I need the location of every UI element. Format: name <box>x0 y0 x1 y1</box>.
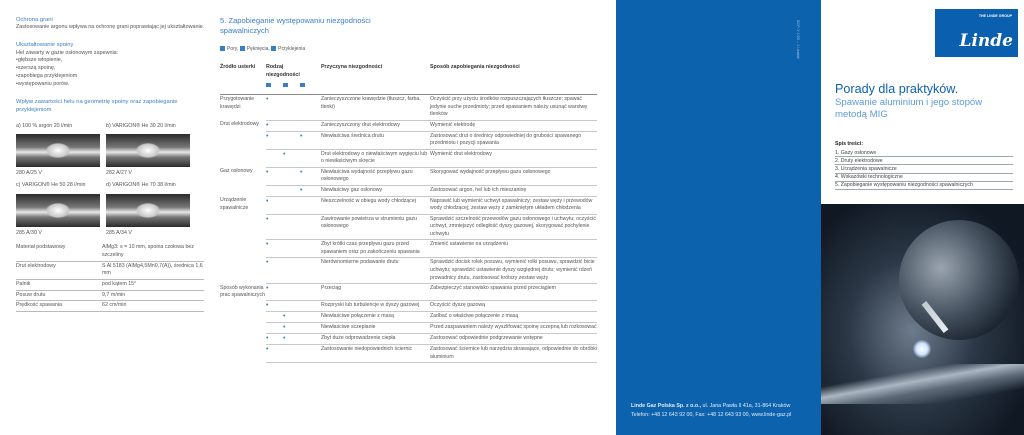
defect-source-cell <box>220 240 266 258</box>
list-item: • szerszą spoinę, <box>16 65 205 73</box>
table-row <box>220 149 597 167</box>
defect-cause-cell: Zawirowanie powietrza w strumieniu gazu osłonowego <box>317 214 430 240</box>
table-row <box>16 261 204 279</box>
weld-cross-section-image <box>16 194 100 227</box>
company-address: ul. Jana Pawła II 41a, 31-864 Kraków <box>702 403 791 410</box>
defect-type-marker: • <box>266 258 283 284</box>
toc-item[interactable]: 1. Gazy osłonowe <box>835 149 1013 157</box>
table-row <box>220 94 597 120</box>
param-key: Prędkość spawania <box>16 301 102 312</box>
weld-photo-d <box>106 182 194 237</box>
defect-type-marker: • <box>283 323 300 334</box>
defect-source-cell: Gaz osłonowy <box>220 168 253 175</box>
legend-item: Pęknięcia, <box>246 45 270 52</box>
pores-marker-icon <box>220 46 225 51</box>
photo-value: 280 A/25 V <box>16 170 42 177</box>
defect-type-marker <box>300 334 317 345</box>
linde-logo: Linde <box>959 31 1013 51</box>
document-code: BCP-Y 1/20 – 1 Lindab <box>796 20 800 59</box>
defect-type-marker <box>300 120 317 131</box>
defect-cause-cell: Nierównomierne podawanie drutu <box>317 258 430 284</box>
defect-type-marker: • <box>266 284 283 301</box>
defect-type-marker: • <box>266 196 283 214</box>
defect-fix-cell: Wymienić elektrodę <box>430 120 597 131</box>
cover-subtitle: Spawanie aluminium i jego stopów metodą MIG <box>835 97 983 120</box>
table-row <box>220 185 597 196</box>
page-title: 5. Zapobieganie występowaniu niezgodności spawalniczych <box>220 16 371 35</box>
photo-label: c) VARIGON® He 50 28 l/min <box>16 181 86 188</box>
defect-type-marker <box>300 301 317 312</box>
defect-type-marker: • <box>266 94 283 120</box>
section-root-protection <box>16 16 205 32</box>
section-title: Ukształtowanie spoiny <box>16 42 74 49</box>
defect-source-cell <box>220 149 266 167</box>
cover-title: Porady dla praktyków. <box>835 82 959 96</box>
weld-cross-section-image <box>106 194 190 227</box>
defect-type-marker: • <box>266 167 283 185</box>
defect-type-marker: • <box>266 131 283 149</box>
weld-photo-grid <box>16 123 205 242</box>
defect-type-marker <box>283 131 300 149</box>
photo-label: d) VARIGON® He 70 38 l/min <box>106 181 176 188</box>
table-row <box>220 131 597 149</box>
defect-fix-cell: Zastosować odpowiednie podgrzewanie wstępne <box>430 334 597 345</box>
legend-item: Pory, <box>227 45 239 52</box>
defect-cause-cell: Przeciąg <box>317 284 430 301</box>
defect-source-cell <box>220 312 266 323</box>
lack-of-fusion-marker-icon <box>271 46 276 51</box>
defect-source-cell <box>220 131 266 149</box>
defect-cause-cell: Zbyt duże odprowadzenie ciepła <box>317 334 430 345</box>
table-of-contents <box>835 141 1013 190</box>
toc-item[interactable]: 3. Urządzenia spawalnicze <box>835 165 1013 173</box>
defect-fix-cell: Naprawić lub wymienić uchwyt spawalniczy; zestaw węży i przewodów wody chłodzącej; zestaw węży z zamkniętym układem chłodzenia <box>430 196 597 214</box>
defect-type-marker: • <box>266 334 283 345</box>
company-phone: Telefon: +48 12 643 92 00, Fax: +48 12 643 93 00, www.linde-gaz.pl <box>631 411 792 418</box>
defect-type-marker <box>300 312 317 323</box>
column-header: Rodzaj niezgodności <box>266 61 317 95</box>
defect-fix-cell: Zastosować argon, hel lub ich mieszaninę <box>430 185 597 196</box>
defect-fix-cell: Sprawdzić szczelność przewodów gazu osłonowego i uchwytu; oczyścić uchwyt, zmniejszyć odległość dyszy gazowej, skorygować pochylenie uchwytu <box>430 214 597 240</box>
defect-cause-cell: Zanieczyszczone krawędzie (tłuszcz, farba, tlenki) <box>317 94 430 120</box>
weld-cross-section-image <box>16 134 100 167</box>
table-row <box>16 243 204 261</box>
welding-parameters-table <box>16 243 204 312</box>
defect-type-marker <box>300 284 317 301</box>
defect-type-marker <box>266 185 283 196</box>
toc-item[interactable]: 5. Zapobieganie występowaniu niezgodności spawalniczych <box>835 182 1013 190</box>
defect-source-cell: Przygotowanie krawędzi <box>220 95 255 110</box>
defect-source-cell <box>220 323 266 334</box>
section-weld-shape <box>16 41 205 89</box>
weld-bead-image <box>821 364 1024 404</box>
bullet-list <box>16 57 205 88</box>
defect-type-marker: • <box>300 131 317 149</box>
defect-fix-cell: Oczyścić dyszę gazową <box>430 301 597 312</box>
defect-prevention-table <box>220 61 597 363</box>
defect-type-marker <box>300 345 317 363</box>
defect-fix-cell: Przed zaspawaniem należy wyszlifować spoinę sczepną lub rozkosować <box>430 323 597 334</box>
table-row <box>16 279 204 290</box>
defect-type-marker <box>283 94 300 120</box>
defect-source-cell <box>220 185 266 196</box>
list-item: • zapobiega przyklejeniom <box>16 73 205 81</box>
defect-type-marker: • <box>283 149 300 167</box>
table-row <box>220 214 597 240</box>
table-row <box>220 323 597 334</box>
table-row <box>220 334 597 345</box>
defect-fix-cell: Zastosować ściernice lub narzędzia skrawające, odpowiednie do obróbki aluminium <box>430 345 597 363</box>
defect-cause-cell: Niewłaściwe sczepianie <box>317 323 430 334</box>
param-value: 62 cm/min <box>102 301 204 312</box>
defect-type-marker: • <box>266 345 283 363</box>
defect-type-marker <box>283 301 300 312</box>
defect-cause-cell: Nieszczelność w obiegu wody chłodzącej <box>317 196 430 214</box>
defect-type-marker <box>283 240 300 258</box>
company-name: Linde Gaz Polska Sp. z o.o., <box>631 403 702 410</box>
defect-table-body <box>220 94 597 362</box>
defect-type-marker: • <box>266 120 283 131</box>
table-row <box>16 301 204 312</box>
defect-type-marker <box>283 345 300 363</box>
toc-title: Spis treści: <box>835 141 863 147</box>
photo-value: 285 A/34 V <box>106 229 132 236</box>
defect-type-marker <box>266 149 283 167</box>
defect-cause-cell: Niewłaściwy gaz osłonowy <box>317 185 430 196</box>
defect-source-cell: Sposób wykonania prac spawalniczych <box>220 284 265 299</box>
defect-type-marker <box>300 94 317 120</box>
param-value: S Al 5183 (AlMg4,5Mn0,7(A)), średnica 1,6 mm <box>102 261 204 279</box>
column-header: Źródło usterki <box>220 61 266 95</box>
welding-torch-photo <box>821 204 1024 435</box>
defect-cause-cell: Zastosowanie niedopowiednich ściernic <box>317 345 430 363</box>
defect-fix-cell: Sprawdzić docisk rolek posuwu, wymienić rolki posuwu, sprawdzić bicie uchwytu; sprawdzić ustawienie dyszy względnej drutu; wymienić rdzeń prowadnicy drutu, zastosować krótszy zestaw węży <box>430 258 597 284</box>
legend-item: Przyklejenia <box>278 45 306 52</box>
defect-type-marker <box>283 258 300 284</box>
toc-item[interactable]: 4. Wskazówki technologiczne <box>835 174 1013 182</box>
defect-type-marker <box>283 214 300 240</box>
defect-fix-cell: Zmienić ustawienie na urządzeniu <box>430 240 597 258</box>
defect-type-marker: • <box>300 167 317 185</box>
defect-cause-cell: Zanieczyszczony drut elektrodowy <box>317 120 430 131</box>
param-key: Materiał podstawowy <box>16 243 102 261</box>
defect-type-marker: • <box>283 334 300 345</box>
weld-photo-b <box>106 123 194 178</box>
defect-type-marker: • <box>283 312 300 323</box>
section-title: Ochrona grani <box>16 17 53 23</box>
defect-type-marker <box>300 214 317 240</box>
defect-type-marker <box>266 323 283 334</box>
defect-type-markers <box>266 79 317 91</box>
defect-type-marker <box>300 196 317 214</box>
defect-fix-cell: Zabezpieczyć stanowisko spawania przed przeciągiem <box>430 284 597 301</box>
param-value: AlMg3: s = 10 mm, spoina czołowa bez szczeliny <box>102 243 204 261</box>
defect-source-cell <box>220 214 266 240</box>
torch-nozzle-image <box>899 220 1019 340</box>
list-item: • występowaniu porów. <box>16 81 205 89</box>
defect-type-marker <box>283 196 300 214</box>
left-column <box>0 0 205 435</box>
defect-cause-cell: Drut elektrodowy o niewłaściwym wygięciu lub o niewłaściwym skręcie <box>317 149 430 167</box>
back-panel <box>616 0 821 435</box>
table-row <box>220 258 597 284</box>
table-row <box>220 312 597 323</box>
weld-cross-section-image <box>106 134 190 167</box>
defect-cause-cell: Niewłaściwa wydajność przepływu gazu osłonowego <box>317 167 430 185</box>
defect-type-marker <box>300 240 317 258</box>
defect-source-cell <box>220 301 266 312</box>
defect-type-marker: • <box>266 214 283 240</box>
photo-value: 282 A/27 V <box>106 170 132 177</box>
defect-type-marker <box>266 312 283 323</box>
toc-item[interactable]: 2. Druty elektrodowe <box>835 157 1013 165</box>
welding-arc-image <box>913 340 931 358</box>
defect-type-marker <box>300 323 317 334</box>
defect-type-marker <box>283 185 300 196</box>
contact-block <box>631 402 791 419</box>
defect-cause-cell: Niewłaściwe połączenie z masą <box>317 312 430 323</box>
defect-fix-cell: Zastosować drut o średnicy odpowiedniej do grubości spawanego przedmiotu i pozycji spawania <box>430 131 597 149</box>
section-title-helium: Wpływ zawartości helu na geometrię spoiny oraz zapobieganie przyklejeniom <box>16 98 178 114</box>
defect-source-cell <box>220 258 266 284</box>
weld-photo-a <box>16 123 104 178</box>
photo-label: b) VARIGON® He 30 20 l/min <box>106 122 176 129</box>
linde-logo-block <box>935 9 1018 57</box>
weld-photo-c <box>16 182 104 237</box>
table-row <box>220 196 597 214</box>
table-row <box>220 167 597 185</box>
param-key: Posuw drutu <box>16 290 102 301</box>
table-row <box>220 240 597 258</box>
defect-type-marker <box>283 284 300 301</box>
defect-cause-cell: Zbyt krótki czas przepływu gazu przed spawaniem oraz po zakończeniu spawania <box>317 240 430 258</box>
defect-fix-cell: Oczyścić przy użyciu środków rozpuszczających tłuszcze; spawać jedynie suche przedmioty; przed spawaniem należy usunąć warstwę tlenków <box>430 94 597 120</box>
defect-source-cell <box>220 345 266 363</box>
table-row <box>220 120 597 131</box>
defect-source-cell: Urządzenie spawalnicze <box>220 197 249 211</box>
defect-type-marker <box>300 149 317 167</box>
defect-fix-cell: Wymienić drut elektrodowy <box>430 149 597 167</box>
table-row <box>220 301 597 312</box>
defect-fix-cell: Zadbać o właściwe połączenie z masą <box>430 312 597 323</box>
defect-legend <box>220 46 600 53</box>
table-row <box>16 290 204 301</box>
defect-type-marker: • <box>266 301 283 312</box>
defect-type-marker <box>300 258 317 284</box>
defect-source-cell <box>220 334 266 345</box>
defect-type-marker: • <box>300 185 317 196</box>
defect-cause-cell: Rozpryski lub turbulencje w dyszy gazowej <box>317 301 430 312</box>
param-key: Palnik <box>16 279 102 290</box>
cover-panel <box>821 0 1024 435</box>
photo-label: a) 100 % argon 20 l/min <box>16 122 73 129</box>
middle-column <box>220 0 600 435</box>
list-item: • głębsze wtopienie, <box>16 57 205 65</box>
defect-fix-cell: Skorygować wydajność przepływu gazu osłonowego <box>430 167 597 185</box>
defect-source-cell: Drut elektrodowy <box>220 121 259 128</box>
param-key: Drut elektrodowy <box>16 261 102 279</box>
group-name: THE LINDE GROUP <box>978 14 1012 18</box>
section-intro: Hel zawarty w gazie osłonowym zapewnia: <box>16 49 119 56</box>
table-row <box>220 345 597 363</box>
defect-cause-cell: Niewłaściwa średnica drutu <box>317 131 430 149</box>
table-header-row <box>220 61 597 95</box>
param-value: 9,7 m/min <box>102 290 204 301</box>
column-header: Sposób zapobiegania niezgodności <box>430 61 597 95</box>
column-header: Przyczyna niezgodności <box>317 61 430 95</box>
section-text: Zastosowanie argonu wpływa na ochronę grani poprawiając jej ukształtowanie. <box>16 24 205 31</box>
photo-value: 285 A/30 V <box>16 229 42 236</box>
param-value: pod kątem 15° <box>102 279 204 290</box>
table-row <box>220 284 597 301</box>
cracks-marker-icon <box>240 46 245 51</box>
defect-type-marker <box>283 120 300 131</box>
defect-type-marker <box>283 167 300 185</box>
defect-type-marker: • <box>266 240 283 258</box>
